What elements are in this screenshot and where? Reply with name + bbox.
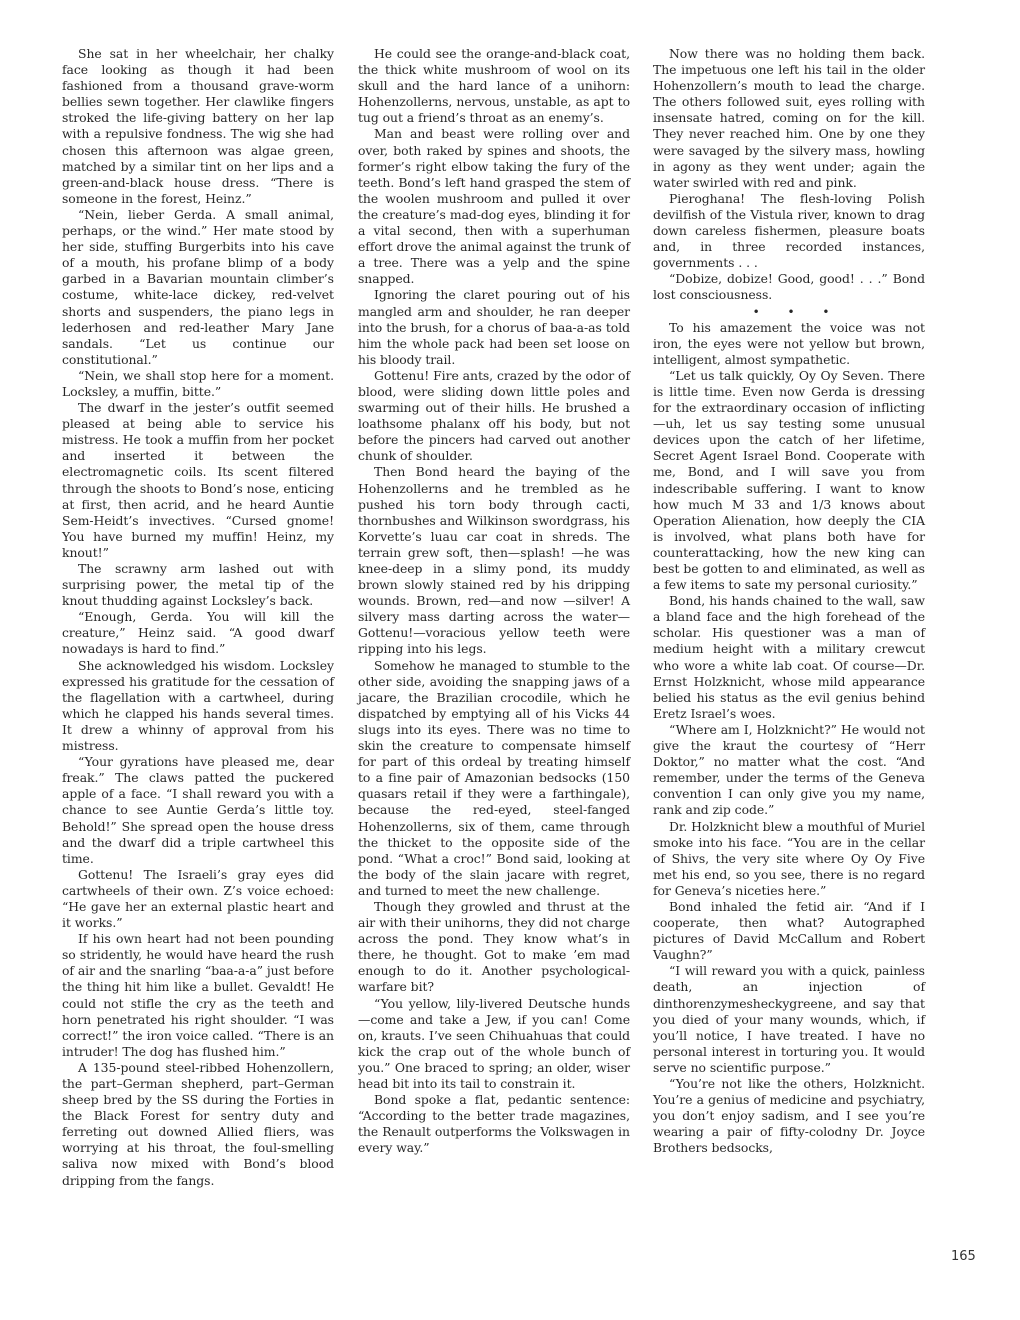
paragraph: “You yellow, lily-livered Deutsche hunds—come and take a Jew, if you can! Come on, krauts. I’ve seen Chihuahuas that could kick the crap out of the whole bunch of you.” One braced to spring; an older, wiser head bit into its tail to constrain it. — [358, 995, 630, 1091]
paragraph: Gottenu! The Israeli’s gray eyes did cartwheels of their own. Z’s voice echoed: “He gave her an external plastic heart and it works.” — [62, 866, 334, 931]
paragraph: Somehow he managed to stumble to the other side, avoiding the snapping jaws of a jacare, the Brazilian crocodile, which he dispatched by emptying all of his Vicks 44 slugs into its eyes. There was no time to skin the creature to compensate himself for part of this ordeal by treating himself to a fine pair of Amazonian bedsocks (150 quasars retail if they were a farthingale), because the red-eyed, steel-fanged Hohenzollerns, six of them, came through the thicket to the opposite side of the pond. “What a croc!” Bond said, looking at the body of the slain jacare with regret, and turned to meet the new challenge. — [358, 657, 630, 898]
section-separator: • • • — [752, 304, 842, 319]
paragraph: Dr. Holzknicht blew a mouthful of Muriel smoke into his face. “You are in the cellar of Shivs, the very site where Oy Oy Five met his end, so you see, there is no regard for Geneva’s niceties here.” — [653, 818, 925, 898]
paragraph: Bond inhaled the fetid air. “And if I cooperate, then what? Autographed pictures of David McCallum and Robert Vaughn?” — [653, 898, 925, 963]
paragraph: “Your gyrations have pleased me, dear freak.” The claws patted the puckered apple of a face. “I shall reward you with a chance to see Auntie Gerda’s little toy. Behold!” She spread open the house dress and the dwarf did a triple cartwheel this time. — [62, 754, 334, 866]
paragraph: “I will reward you with a quick, painless death, an injection of dinthorenzymesheckygreene, and say that you died of your many wounds, which, if you’ll notice, I have treated. I have no personal interest in torturing you. It would serve no scientific purpose.” — [653, 963, 925, 1075]
paragraph: “Let us talk quickly, Oy Oy Seven. There is little time. Even now Gerda is dressing for the extraordinary occasion of inflicting—uh, let us say testing some unusual devices upon the catch of her lifetime, Secret Agent Israel Bond. Cooperate with me, Bond, and I will save you from indescribable suffering. I want to know how much M 33 and 1/3 knows about Operation Alienation, how deeply the CIA is involved, what plans both have for counterattacking, how the new king can best be gotten to and eliminated, as well as a few items to sate my personal curiosity.” — [653, 367, 925, 593]
text-column-3 — [653, 46, 925, 1156]
paragraph: The scrawny arm lashed out with surprising power, the metal tip of the knout thudding against Locksley’s back. — [62, 561, 334, 609]
paragraph: The dwarf in the jester’s outfit seemed pleased at being able to service his mistress. He took a muffin from her pocket and inserted it between the electromagnetic coils. Its scent filtered through the shoots to Bond’s nose, enticing at first, then acrid, and he heard Auntie Sem-Heidt’s invectives. “Cursed gnome! You have burned my muffin! Heinz, my knout!” — [62, 400, 334, 560]
paragraph: “Enough, Gerda. You will kill the creature,” Heinz said. “A good dwarf nowadays is hard to find.” — [62, 609, 334, 657]
paragraph: “Nein, lieber Gerda. A small animal, perhaps, or the wind.” Her mate stood by her side, stuffing Burgerbits into his cave of a mouth, his profane blimp of a body garbed in a Bavarian mountain climber’s costume, white-lace dickey, red-velvet shorts and suspenders, the piano legs in lederhosen and red-leather Mary Jane sandals. “Let us continue our constitutional.” — [62, 206, 334, 367]
paragraph: To his amazement the voice was not iron, the eyes were not yellow but brown, intelligent, almost sympathetic. — [653, 319, 925, 367]
paragraph: If his own heart had not been pounding so stridently, he would have heard the rush of air and the snarling “baa-a-a” just before the thing hit him like a bullet. Gevaldt! He could not stifle the cry as the teeth and horn penetrated his right shoulder. “I was correct!” the iron voice called. “There is an intruder! The dog has flushed him.” — [62, 931, 334, 1059]
paragraph: He could see the orange-and-black coat, the thick white mushroom of wool on its skull and the hard lance of a unihorn: Hohenzollerns, nervous, unstable, as apt to tug out a friend’s throat as an enemy’s. — [358, 46, 630, 126]
paragraph: Ignoring the claret pouring out of his mangled arm and shoulder, he ran deeper into the brush, for a chorus of baa-a-as told him the whole pack had been set loose on his bloody trail. — [358, 287, 630, 367]
paragraph: Though they growled and thrust at the air with their unihorns, they did not charge across the pond. They know what’s in there, he thought. Got to make ’em mad enough to do it. Another psychological-warfare bit? — [358, 898, 630, 995]
paragraph: A 135-pound steel-ribbed Hohenzollern, the part–German shepherd, part–German sheep bred by the SS during the Forties in the Black Forest for sentry duty and ferreting out downed Allied fliers, was worrying at his throat, the foul-smelling saliva now mixed with Bond’s blood dripping from the fangs. — [62, 1059, 334, 1188]
paragraph: She acknowledged his wisdom. Locksley expressed his gratitude for the cessation of the flagellation with a cartwheel, during which he clapped his hands several times. It drew a whinny of approval from his mistress. — [62, 657, 334, 754]
paragraph: Pieroghana! The flesh-loving Polish devilfish of the Vistula river, known to drag down careless fishermen, pleasure boats and, in three recorded instances, governments . . . — [653, 190, 925, 271]
paragraph: “You’re not like the others, Holzknicht. You’re a genius of medicine and psychiatry, you don’t enjoy sadism, and I see you’re wearing a pair of fifty-colodny Dr. Joyce Brothers bedsocks, — [653, 1076, 925, 1156]
paragraph: Man and beast were rolling over and over, both raked by spines and shoots, the former’s right elbow taking the fury of the teeth. Bond’s left hand grasped the stem of the woolen mushroom and pulled it over the creature’s mad-dog eyes, blinding it for a vital second, then with a superhuman effort drove the animal against the trunk of a tree. There was a yelp and the spine snapped. — [358, 126, 630, 287]
paragraph: Bond spoke a flat, pedantic sentence: “According to the better trade magazines, the Renault outperforms the Volkswagen in every way.” — [358, 1092, 630, 1156]
paragraph: “Nein, we shall stop here for a moment. Locksley, a muffin, bitte.” — [62, 367, 334, 399]
text-column-2 — [358, 46, 630, 1156]
paragraph: She sat in her wheelchair, her chalky face looking as though it had been fashioned from a thousand grave-worm bellies sewn together. Her clawlike fingers stroked the life-giving battery on her lap with a repulsive fondness. The wig she had chosen this afternoon was algae green, matched by a similar tint on her lips and a green-and-black house dress. “There is someone in the forest, Heinz.” — [62, 46, 334, 206]
page-number: 165 — [951, 1249, 976, 1264]
paragraph: Gottenu! Fire ants, crazed by the odor of blood, were sliding down little poles and swarming out of their hills. He brushed a loathsome phalanx off his body, but not before the pincers had carved out another chunk of shoulder. — [358, 367, 630, 464]
paragraph: “Where am I, Holzknicht?” He would not give the kraut the courtesy of “Herr Doktor,” no matter what the cost. “And remember, under the terms of the Geneva convention I can only give you my name, rank and zip code.” — [653, 721, 925, 818]
paragraph: “Dobize, dobize! Good, good! . . .” Bond lost consciousness. — [653, 271, 925, 303]
text-column-1 — [62, 46, 334, 1189]
paragraph: Then Bond heard the baying of the Hohenzollerns and he trembled as he pushed his torn body through cacti, thornbushes and Wilkinson swordgrass, his Korvette’s luau car coat in shreds. The terrain grew soft, then—splash! —he was knee-deep in a slimy pond, its muddy brown slowly stained red by his dripping wounds. Brown, red—and now —silver! A silvery mass darting across the water—Gottenu!—voracious yellow teeth were ripping into his legs. — [358, 464, 630, 657]
paragraph: Now there was no holding them back. The impetuous one left his tail in the older Hohenzollern’s mouth to lead the charge. The others followed suit, eyes rolling with insensate hatred, coming on for the kill. They never reached him. One by one they were savaged by the silvery mass, howling in agony as they went under; again the water swirled with red and pink. — [653, 46, 925, 190]
paragraph: Bond, his hands chained to the wall, saw a bland face and the high forehead of the scholar. His questioner was a man of medium height with a military crewcut who wore a white lab coat. Of course—Dr. Ernst Holzknicht, whose mild appearance belied his status as the evil genius behind Eretz Israel’s woes. — [653, 593, 925, 721]
